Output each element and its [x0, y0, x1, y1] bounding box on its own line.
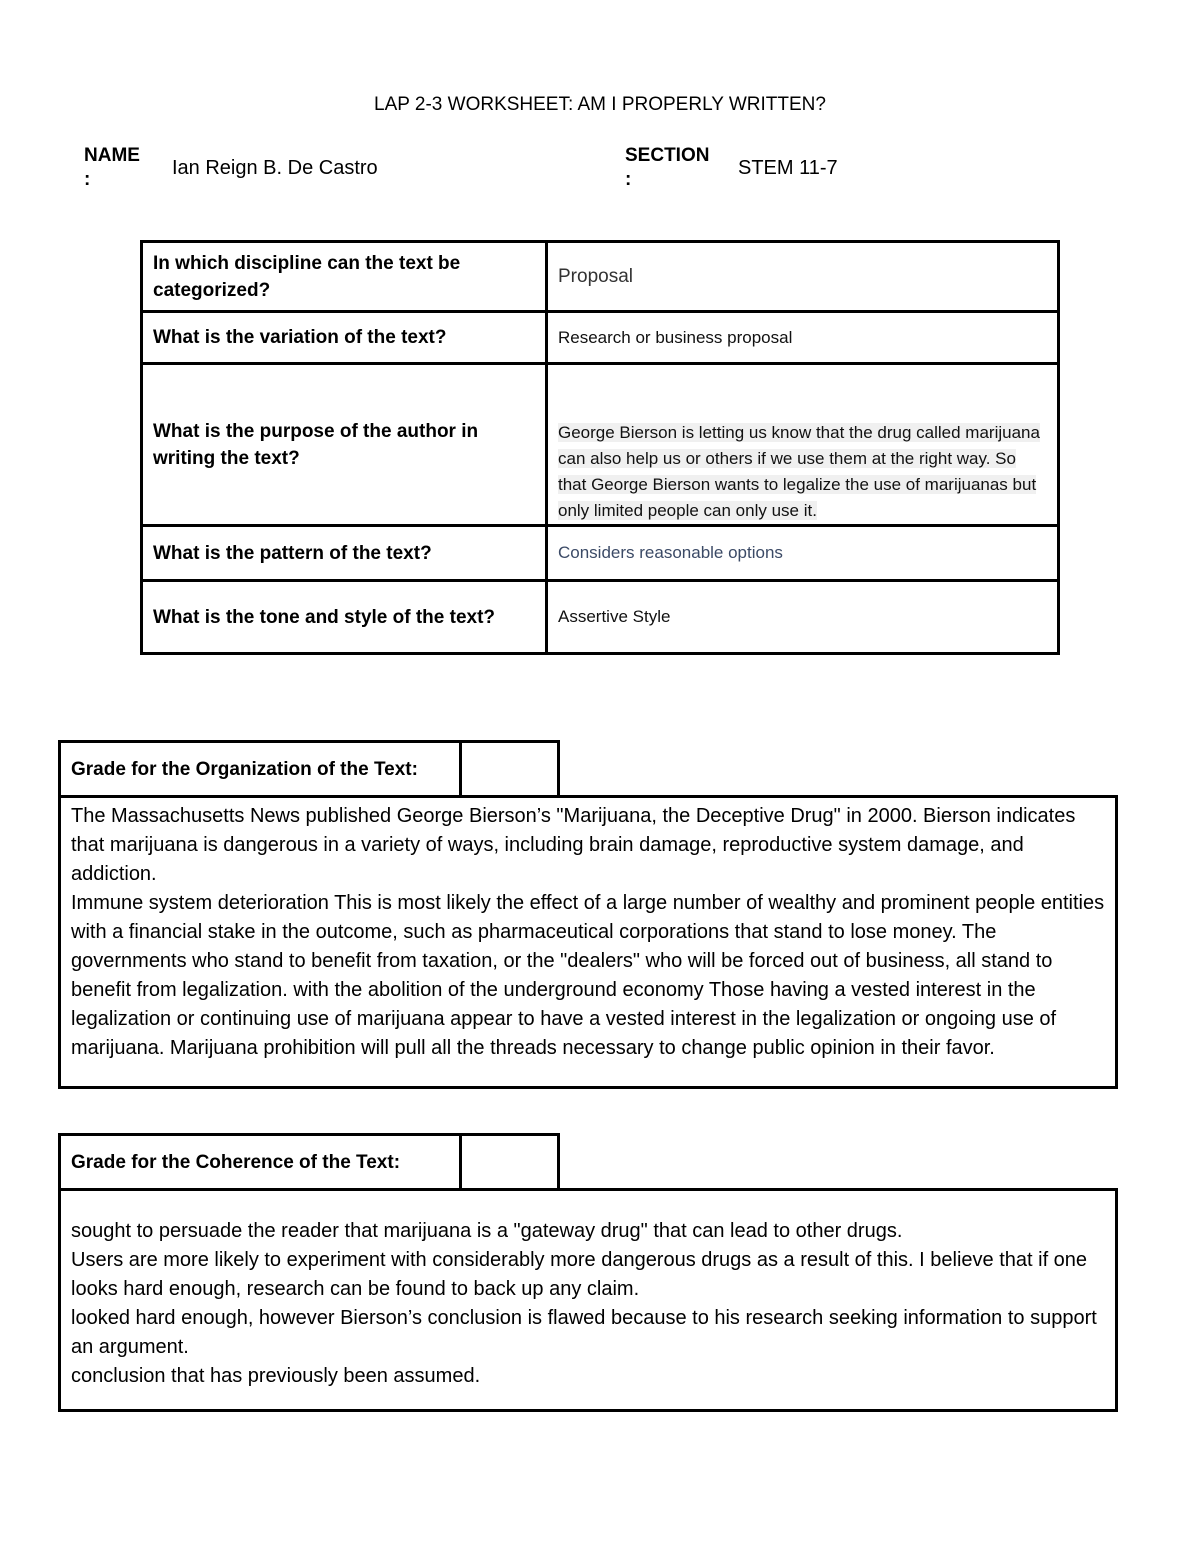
worksheet-title: LAP 2-3 WORKSHEET: AM I PROPERLY WRITTEN? — [374, 94, 826, 115]
coherence-text — [58, 1188, 1118, 1412]
analysis-row-discipline — [142, 242, 1059, 312]
name-label-colon: : — [84, 169, 91, 190]
section-label-colon: : — [625, 169, 632, 190]
analysis-row-pattern — [142, 526, 1059, 581]
organization-paragraph: Immune system deterioration This is most likely the effect of a large number of wealthy and prominent people entities with a financial stake in the outcome, such as pharmaceutical corporations that stand to lose money. The governments who stand to benefit from taxation, or the "dealers" who will be forced out of business, all stand to benefit from legalization. with the abolition of the underground economy Those having a vested interest in the legalization or continuing use of marijuana appear to have a vested interest in the legalization or ongoing use of marijuana. Marijuana prohibition will pull all the threads necessary to change public opinion in their favor. — [71, 892, 1105, 1059]
organization-grade-label: Grade for the Organization of the Text: — [58, 740, 462, 796]
coherence-grade-box[interactable] — [462, 1133, 560, 1189]
analysis-answer: Considers reasonable options — [547, 526, 1059, 581]
section-value: STEM 11-7 — [738, 157, 838, 179]
section-label-text: SECTION — [625, 145, 710, 166]
organization-grade-box[interactable] — [462, 740, 560, 796]
organization-grade-row — [58, 740, 560, 796]
analysis-answer: Assertive Style — [547, 581, 1059, 654]
analysis-row-purpose — [142, 364, 1059, 526]
analysis-question: What is the purpose of the author in writing the text? — [142, 364, 547, 526]
organization-paragraph: The Massachusetts News published George Bierson’s "Marijuana, the Deceptive Drug" in 2000. Bierson indicates that marijuana is dangerous in a variety of ways, including brain damage, reproductive system damage, and addiction. — [71, 805, 1076, 885]
coherence-grade-row — [58, 1133, 560, 1189]
coherence-paragraph: conclusion that has previously been assumed. — [71, 1365, 481, 1387]
analysis-row-tone — [142, 581, 1059, 654]
coherence-paragraph: sought to persuade the reader that marijuana is a "gateway drug" that can lead to other drugs. — [71, 1220, 903, 1242]
section-label — [625, 144, 709, 192]
coherence-grade-label: Grade for the Coherence of the Text: — [58, 1133, 462, 1189]
analysis-question: In which discipline can the text be categorized? — [142, 242, 547, 312]
organization-text — [58, 795, 1118, 1089]
coherence-paragraph: looked hard enough, however Bierson’s conclusion is flawed because to his research seeking information to support an argument. — [71, 1307, 1097, 1358]
analysis-table — [140, 240, 1060, 655]
analysis-answer-text: George Bierson is letting us know that the drug called marijuana can also help us or others if we use them at the right way. So that George Bierson wants to legalize the use of marijuanas but only limited people can only use it. — [558, 423, 1040, 520]
analysis-answer — [547, 364, 1059, 526]
name-value: Ian Reign B. De Castro — [172, 157, 378, 179]
analysis-answer: Research or business proposal — [547, 312, 1059, 364]
analysis-question: What is the pattern of the text? — [142, 526, 547, 581]
analysis-answer: Proposal — [547, 242, 1059, 312]
analysis-question: What is the variation of the text? — [142, 312, 547, 364]
coherence-paragraph: Users are more likely to experiment with considerably more dangerous drugs as a result of this. I believe that if one looks hard enough, research can be found to back up any claim. — [71, 1249, 1088, 1300]
name-label-text: NAME — [84, 145, 140, 166]
analysis-row-variation — [142, 312, 1059, 364]
analysis-question: What is the tone and style of the text? — [142, 581, 547, 654]
name-label — [84, 144, 140, 192]
